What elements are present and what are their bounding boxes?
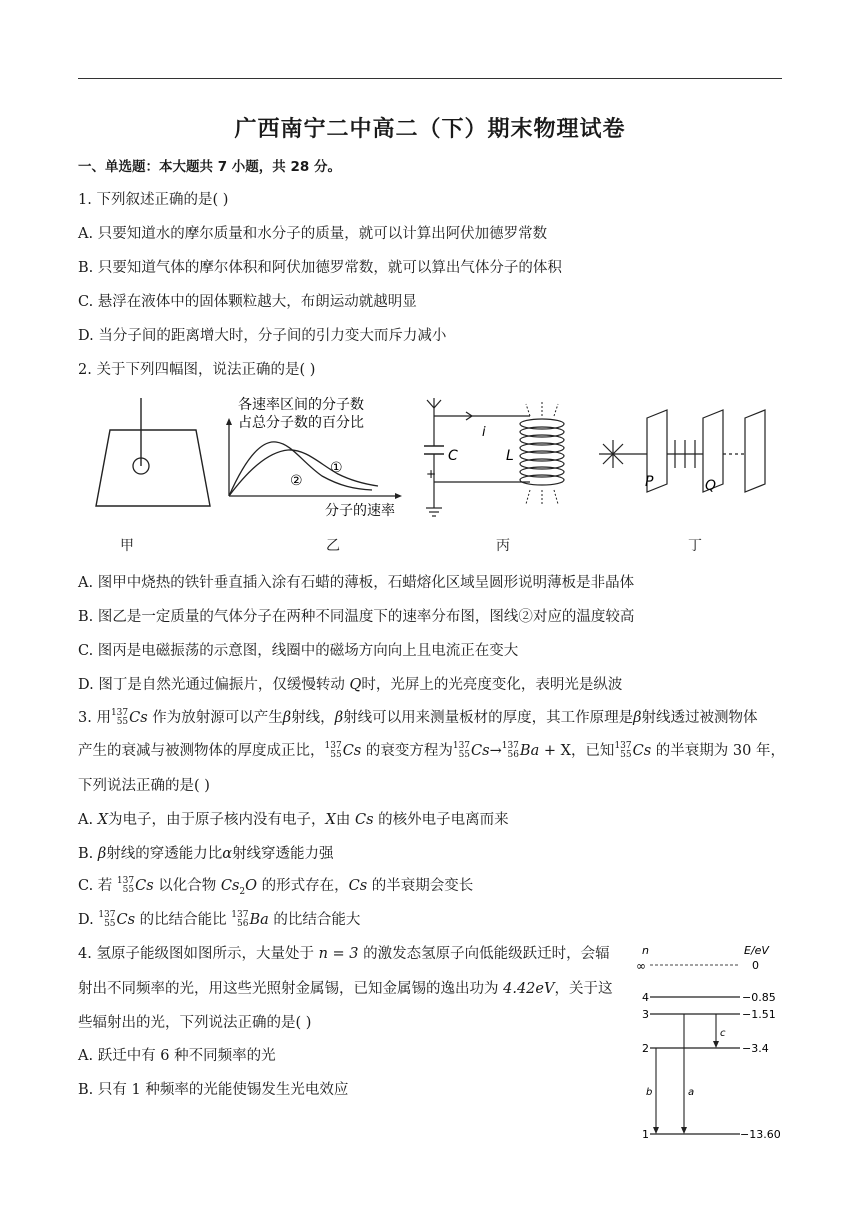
figure-ding	[595, 406, 775, 506]
q2-option-b: B. 图乙是一定质量的气体分子在两种不同温度下的速率分布图，图线②对应的温度较高	[78, 609, 635, 625]
figure-jia	[88, 398, 218, 508]
label-p: P	[645, 474, 654, 490]
yi-xlabel: 分子的速率	[325, 503, 395, 519]
wax-plate	[96, 430, 210, 506]
q3-option-a: A. X为电子，由于原子核内没有电子，X由 Cs 的核外电子电离而来	[78, 812, 509, 828]
caption-jia: 甲	[120, 538, 134, 554]
q3-line-1: 3. 用 137 55 Cs 作为放射源可以产生β射线，β射线可以用来测量板材的厚度，其工作原理是β射线透过被测物体	[78, 708, 758, 727]
q3-option-b: B. β射线的穿透能力比α射线穿透能力强	[78, 846, 334, 862]
figure-yi	[222, 392, 412, 520]
q4-line-2: 射出不同频率的光，用这些光照射金属锡，已知金属锡的逸出功为 4.42eV，关于这	[78, 981, 613, 997]
level-3-energy: −1.51	[742, 1008, 776, 1021]
q4-option-a: A. 跃迁中有 6 种不同频率的光	[78, 1048, 276, 1064]
q3-option-c: C. 若 137 55 Cs 以化合物 $Cs_2O$ 的形式存在，Cs 的半衰期会变长	[78, 876, 474, 897]
q1-option-d: D. 当分子间的距离增大时，分子间的引力变大而斥力减小	[78, 328, 447, 344]
curve-1-label: ①	[330, 460, 343, 476]
yi-ylabel-2: 占总分子数的百分比	[238, 415, 364, 431]
current-arrow	[466, 416, 472, 420]
label-l: L	[506, 448, 514, 464]
level-inf-energy: 0	[752, 959, 759, 972]
antenna	[434, 400, 441, 408]
curve-2-label: ②	[290, 473, 303, 489]
n-header: n	[642, 944, 649, 957]
light-screen	[745, 410, 765, 492]
q1-stem: 1. 下列叙述正确的是( )	[78, 192, 229, 208]
level-2-energy: −3.4	[742, 1042, 769, 1055]
q1-option-a: A. 只要知道水的摩尔质量和水分子的质量，就可以计算出阿伏加德罗常数	[78, 226, 548, 242]
q3-line-3: 下列说法正确的是( )	[78, 778, 210, 794]
field-lines	[526, 402, 558, 506]
section-heading: 一、单选题：本大题共 7 小题，共 28 分。	[78, 159, 341, 175]
q2-option-a: A. 图甲中烧热的铁针垂直插入涂有石蜡的薄板，石蜡熔化区域呈圆形说明薄板是非晶体	[78, 575, 635, 591]
q4-line-1: 4. 氢原子能级图如图所示，大量处于 n = 3 的激发态氢原子向低能级跃迁时，会辐	[78, 946, 610, 962]
level-inf-n: ∞	[636, 959, 646, 973]
q1-option-c: C. 悬浮在液体中的固体颗粒越大，布朗运动就越明显	[78, 294, 417, 310]
caption-yi: 乙	[326, 538, 340, 554]
q4-line-3: 些辐射出的光，下列说法正确的是( )	[78, 1015, 312, 1031]
inductor-coil	[520, 419, 564, 485]
q2-option-d: D. 图丁是自然光通过偏振片，仅缓慢转动 Q时，光屏上的光亮度变化，表明光是纵波	[78, 677, 623, 693]
label-a: a	[688, 1087, 695, 1098]
page-title: 广西南宁二中高二（下）期末物理试卷	[234, 117, 626, 142]
q2-option-c: C. 图丙是电磁振荡的示意图，线圈中的磁场方向向上且电流正在变大	[78, 643, 519, 659]
caption-ding: 丁	[688, 538, 702, 554]
q3-line-2: 产生的衰减与被测物体的厚度成正比， 137 55 Cs 的衰变方程为 137 55 Cs→ 137 56 Ba + X，已知 137 55 Cs 的半衰期为 30 年，	[78, 741, 785, 760]
header-rule	[78, 78, 782, 79]
q2-stem: 2. 关于下列四幅图，说法正确的是( )	[78, 362, 316, 378]
label-q: Q	[705, 478, 717, 494]
label-plus: +	[426, 467, 437, 481]
figure-bing	[420, 398, 580, 518]
energy-header: E/eV	[744, 944, 769, 957]
energy-level-diagram	[632, 940, 782, 1146]
label-b: b	[646, 1087, 653, 1098]
level-3-n: 3	[642, 1008, 649, 1021]
level-4-energy: −0.85	[742, 991, 776, 1004]
natural-light-icon	[599, 440, 627, 468]
q4-option-b: B. 只有 1 种频率的光能使锡发生光电效应	[78, 1082, 349, 1098]
label-c: C	[448, 448, 458, 464]
level-4-n: 4	[642, 991, 649, 1004]
level-2-n: 2	[642, 1042, 649, 1055]
label-c: c	[720, 1028, 726, 1039]
yi-ylabel-1: 各速率区间的分子数	[238, 397, 364, 413]
q3-option-d: D. 137 55 Cs 的比结合能比 137 56 Ba 的比结合能大	[78, 910, 361, 929]
q1-option-b: B. 只要知道气体的摩尔体积和阿伏加德罗常数，就可以算出气体分子的体积	[78, 260, 562, 276]
label-i: i	[482, 425, 486, 440]
level-1-energy: −13.60	[740, 1128, 781, 1141]
caption-bing: 丙	[496, 538, 510, 554]
level-1-n: 1	[642, 1128, 649, 1141]
